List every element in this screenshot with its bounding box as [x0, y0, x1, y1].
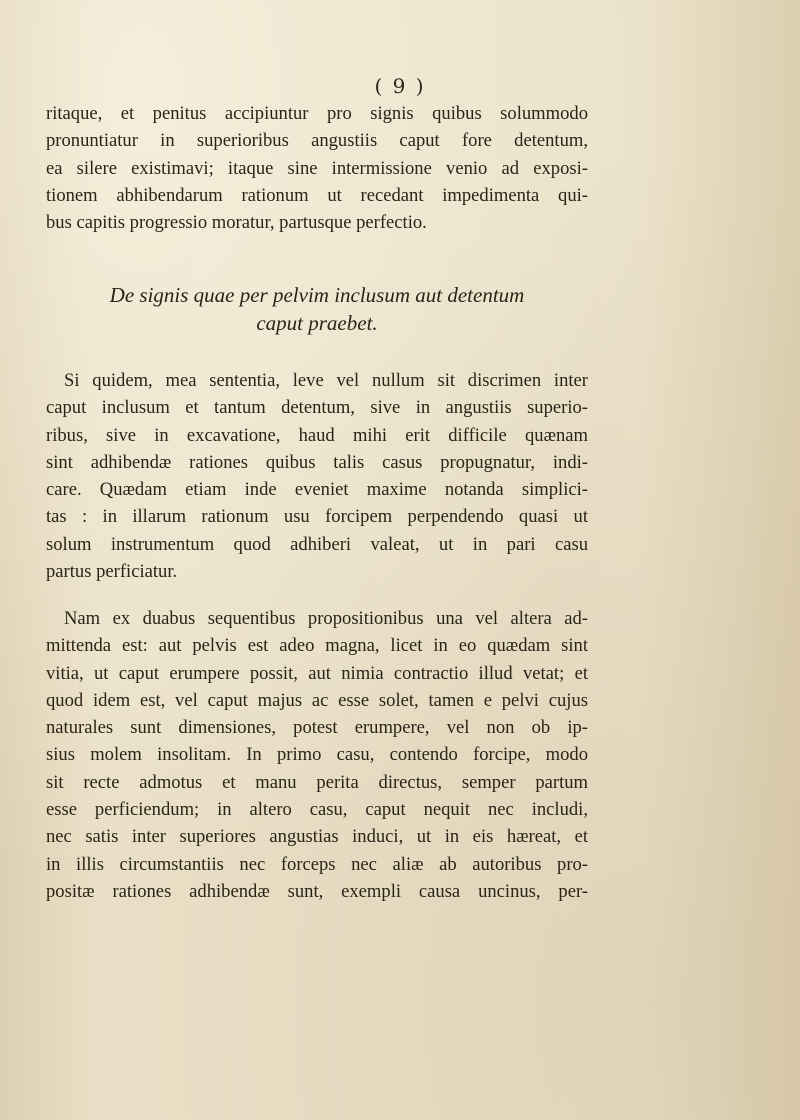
text-line: nec satis inter superiores angustias induci, ut in eis hæreat, et: [46, 826, 588, 848]
text-line: sint adhibendæ rationes quibus talis casus propugnatur, indi-: [46, 451, 588, 473]
text-line: naturales sunt dimensiones, potest erumpere, vel non ob ip-: [46, 717, 588, 739]
text-line: Si quidem, mea sententia, leve vel nullum sit discrimen inter: [64, 370, 588, 391]
text-line: mittenda est: aut pelvis est adeo magna, licet in eo quædam sint: [46, 635, 588, 657]
heading-line: caput praebet.: [256, 311, 378, 335]
text-line: ritaque, et penitus accipiuntur pro signis quibus solummodo: [46, 103, 588, 124]
text-line: solum instrumentum quod adhiberi valeat, ut in pari casu: [46, 533, 588, 555]
text-line: esse perficiendum; in altero casu, caput nequit nec includi,: [46, 799, 588, 821]
text-line: in illis circumstantiis nec forceps nec aliæ ab autoribus pro-: [46, 853, 588, 875]
text-line: pronuntiatur in superioribus angustiis caput fore detentum,: [46, 130, 588, 152]
section-heading: [46, 281, 588, 337]
text-line: partus perficiatur.: [46, 561, 178, 583]
text-line: Nam ex duabus sequentibus propositionibus una vel altera ad-: [64, 608, 588, 629]
text-line: care. Quædam etiam inde eveniet maxime notanda simplici-: [46, 479, 588, 501]
paragraph-2: [46, 367, 588, 585]
text-line: ribus, sive in excavatione, haud mihi erit difficile quænam: [46, 424, 588, 446]
text-line: quod idem est, vel caput majus ac esse solet, tamen e pelvi cujus: [46, 689, 588, 711]
text-line: ea silere existimavi; itaque sine intermissione venio ad exposi-: [46, 157, 588, 179]
text-line: sit recte admotus et manu perita directus, semper partum: [46, 771, 588, 793]
heading-line: De signis quae per pelvim inclusum aut detentum: [109, 283, 525, 307]
text-line: bus capitis progressio moratur, partusque perfectio.: [46, 212, 427, 234]
text-line: sius molem insolitam. In primo casu, contendo forcipe, modo: [46, 744, 588, 766]
paragraph-1: [46, 100, 588, 236]
text-line: tas : in illarum rationum usu forcipem perpendendo quasi ut: [46, 506, 588, 528]
text-line: caput inclusum et tantum detentum, sive in angustiis superio-: [46, 397, 588, 419]
paragraph-3: [46, 605, 588, 905]
text-line: positæ rationes adhibendæ sunt, exempli causa uncinus, per-: [46, 880, 588, 902]
page-number: ( 9 ): [374, 74, 426, 98]
text-line: tionem abhibendarum rationum ut recedant impedimenta qui-: [46, 184, 588, 206]
text-line: vitia, ut caput erumpere possit, aut nimia contractio illud vetat; et: [46, 662, 588, 684]
